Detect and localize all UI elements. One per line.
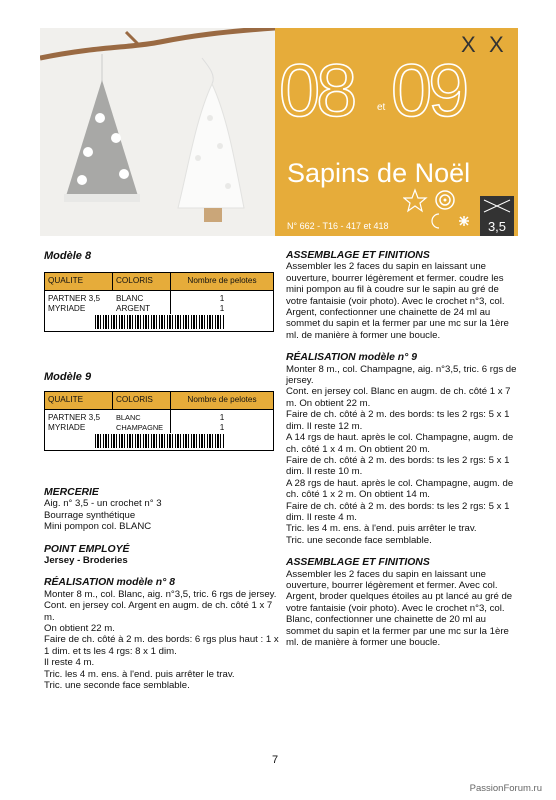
pattern-reference: N° 662 - T16 - 417 et 418: [287, 221, 389, 231]
pattern-title: Sapins de Noël: [287, 158, 471, 188]
col-coloris: COLORIS: [113, 273, 171, 290]
table-row: PARTNER 3,5 MYRIADE BLANC CHAMPAGNE 1 1: [45, 410, 273, 433]
assemblage-2-text: Assembler les 2 faces du sapin en laissant une ouverture, bourrer légèrement et fermer. Avec col. Argent, broder quelques étoiles au pt lancé au gré de votre fantaisie (voir photo). Avec le crochet n°3, col. Blanc, confectionner une chainette de 20 ml au sommet du sapin et la fermer par une mc sur la 1ère ml. de manière à former une boucle.: [286, 568, 513, 648]
ornaments-photo: [40, 28, 275, 236]
difficulty-mark-1: X: [461, 32, 476, 57]
star-icon: [404, 190, 426, 211]
difficulty-mark-2: X: [489, 32, 504, 57]
pattern-number-connector: et: [377, 102, 386, 113]
model-8-title: Modèle 8: [44, 250, 92, 262]
pattern-number-1: 08: [279, 49, 354, 132]
right-instructions: ASSEMBLAGE ET FINITIONS Assembler les 2 faces du sapin en laissant une ouverture, bourrer légèrement et fermer. coudre les mini pompon au fil à coudre sur le sapin au gré de votre fantaisie (voir photo). Avec le crochet n°3, col. Argent, confectionner une chainette de 24 ml au sommet du sapin et la fermer par une mc sur la 1ère ml. de manière à former une boucle. RÉALISATION modèle n° 9 Monter 8 m., col. Champagne, aig. n°3,5, tric. 6 rgs de jersey. Cont. en jersey col. Blanc en augm. de ch. côté 1 x 7 m. On obtient 22 m. Faire de ch. côté à 2 m. des bords: ts les 2 rgs: 5 x 1 dim. Il reste 12 m. A 14 rgs de haut. après le col. Champagne, augm. de ch. côté 1 x 4 m. On obtient 20 m. Faire de ch. côté à 2 m. des bords: ts les 2 rgs: 5 x 1 dim. Il reste 10 m. A 28 rgs de haut. après le col. Champagne, augm. de ch. côté 1 x 2 m. On obtient 14 m. Faire de ch. côté à 2 m. des bords: ts les 2 rgs: 5 x 1 dim. Il reste 4 m. Tric. les 4 m. ens. à l'end. puis arrêter le trav. Tric. une seconde face semblable. ASSEMBLAGE ET FINITIONS Assembler les 2 faces du sapin en laissant une ouverture, bourrer légèrement et fermer. Avec col. Argent, broder quelques étoiles au pt lancé au gré de votre fantaisie (voir photo). Avec le crochet n°3, col. Blanc, confectionner une chainette de 20 ml au sommet du sapin et la fermer par une mc sur la 1ère ml. de manière à former une boucle.: [286, 250, 517, 648]
knitting-needles-icon: [480, 196, 514, 216]
page-number: 7: [272, 754, 279, 766]
yarn-table-model-9: QUALITE COLORIS Nombre de pelotes PARTNER 3,5 MYRIADE BLANC CHAMPAGNE 1 1: [44, 391, 274, 451]
needle-size: 3,5: [487, 219, 507, 234]
ornaments-illustration: [40, 28, 275, 236]
assemblage-1-text: Assembler les 2 faces du sapin en laissant une ouverture, bourrer légèrement et fermer. coudre les mini pompon au fil à coudre sur le sapin au gré de votre fantaisie (voir photo). Avec le crochet n°3, col. Argent, confectionner une chainette de 24 ml au sommet du sapin et la fermer par une mc sur la 1ère ml. de manière à former une boucle.: [286, 261, 509, 341]
realisation-9-title: RÉALISATION modèle n° 9: [286, 352, 417, 364]
model-9-title: Modèle 9: [44, 371, 92, 383]
realisation-8-title: RÉALISATION modèle n° 8: [44, 577, 175, 589]
needle-size-box: [480, 196, 514, 236]
col-pelotes: Nombre de pelotes: [187, 276, 257, 285]
table-row: PARTNER 3,5 MYRIADE BLANC ARGENT 1 1: [45, 291, 273, 314]
left-instructions: MERCERIE Aig. n° 3,5 - un crochet n° 3 Bourrage synthétique Mini pompon col. BLANC POINT EMPLOYÉ Jersey - Broderies RÉALISATION modèle n° 8 Monter 8 m., col. Blanc, aig. n°3,5, tric. 6 rgs de jersey. Cont. en jersey col. Argent en augm. de ch. côté 1 x 7 m. On obtient 22 m. Faire de ch. côté à 2 m. des bords: 6 rgs plus haut : 1 x 1 dim. et ts les 4 rgs: 8 x 1 dim. Il reste 4 m. Tric. les 4 m. ens. à l'end. puis arrêter le trav. Tric. une seconde face semblable.: [44, 487, 279, 692]
moon-icon: [432, 214, 439, 228]
pattern-number-2: 09: [391, 49, 466, 132]
point-text: Jersey - Broderies: [44, 555, 128, 567]
watermark: PassionForum.ru: [469, 783, 542, 794]
point-title: POINT EMPLOYÉ: [44, 543, 130, 555]
barcode: [95, 434, 225, 448]
pattern-icons: [403, 186, 473, 235]
col-qualite: QUALITE: [45, 273, 113, 290]
pattern-header: [275, 28, 518, 236]
assemblage-1-title: ASSEMBLAGE ET FINITIONS: [286, 250, 430, 261]
assemblage-2-title: ASSEMBLAGE ET FINITIONS: [286, 557, 430, 569]
barcode: [95, 315, 225, 329]
mercerie-title: MERCERIE: [44, 487, 99, 498]
burst-icon: [459, 216, 469, 226]
yarn-table-model-8: [44, 272, 274, 332]
